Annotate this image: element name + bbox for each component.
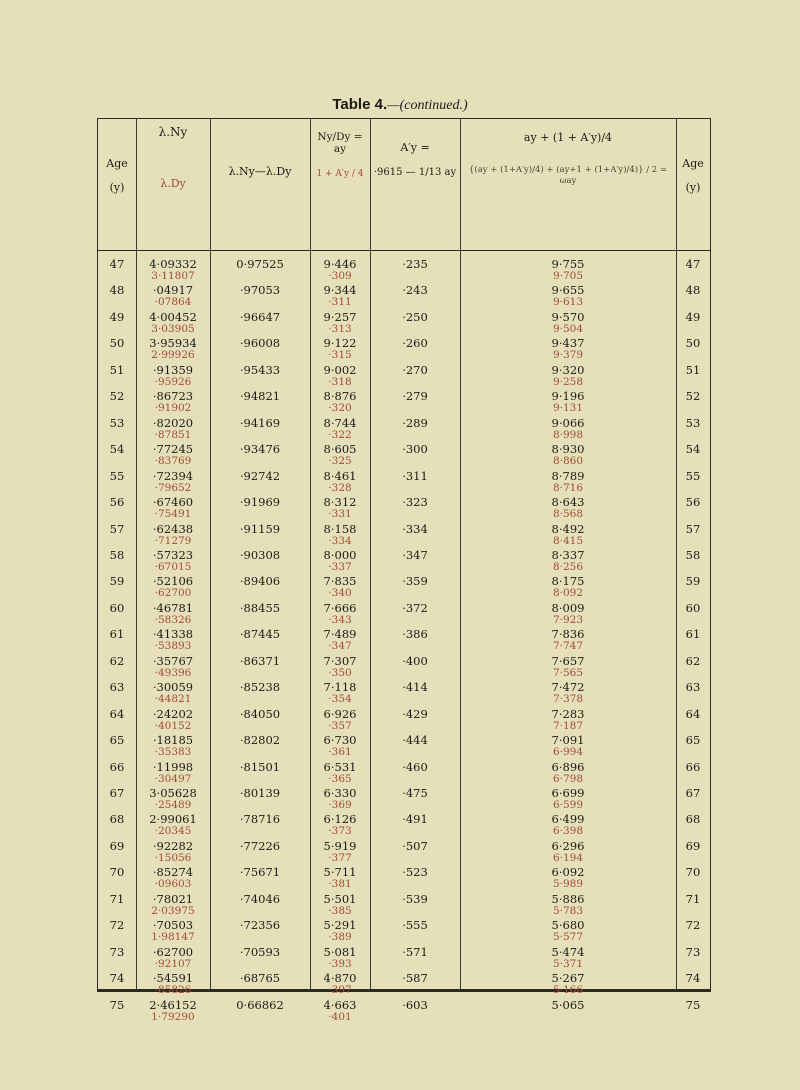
value-cell: 7·091 6·994: [551, 733, 585, 759]
age-cell: 52: [109, 389, 125, 404]
value-cell: ·571: [402, 944, 428, 959]
value-cell: 4·663 ·401: [323, 997, 357, 1023]
header-age: Age (y): [106, 157, 128, 194]
header-lambda-diff: λ.Ny—λ.Dy: [228, 165, 292, 178]
header-a-y: Ny/Dy = ay 1 + A′y / 4: [316, 131, 364, 179]
value-cell: ·347: [402, 547, 428, 562]
value-cell: 7·307 ·350: [323, 653, 357, 679]
value-cell: 8·789 8·716: [551, 468, 585, 494]
table-row: [98, 311, 712, 338]
value-cell: 6·296 6·194: [551, 838, 585, 864]
value-cell: 4·870 ·397: [323, 971, 357, 997]
value-cell: ·444: [402, 733, 428, 748]
value-cell: 5·919 ·377: [323, 838, 357, 864]
table-row: [98, 681, 712, 708]
age-cell: 60: [685, 600, 701, 615]
age-cell: 53: [685, 415, 701, 430]
value-cell: 5·886 5·783: [551, 891, 585, 917]
value-cell: 5·081 ·393: [323, 944, 357, 970]
table-row: [98, 284, 712, 311]
value-cell: 0·97525: [236, 257, 284, 271]
age-cell: 72: [685, 918, 701, 933]
table-row: [98, 655, 712, 682]
table-row: [98, 443, 712, 470]
value-cell: ·57323 ·67015: [152, 547, 194, 573]
value-cell: ·24202 ·40152: [152, 706, 194, 732]
value-cell: ·70593: [239, 944, 281, 959]
value-cell: ·539: [402, 891, 428, 906]
value-cell: ·82802: [239, 733, 281, 748]
value-cell: ·84050: [239, 706, 281, 721]
age-cell: 60: [109, 600, 125, 615]
value-cell: ·89406: [239, 574, 281, 589]
table-row: [98, 761, 712, 788]
value-cell: ·86371: [239, 653, 281, 668]
age-cell: 61: [685, 627, 701, 642]
age-cell: 65: [109, 733, 125, 748]
value-cell: 9·122 ·315: [323, 336, 357, 362]
value-cell: 8·643 8·568: [551, 495, 585, 521]
value-cell: ·91969: [239, 495, 281, 510]
table-row: [98, 258, 712, 285]
value-cell: 6·531 ·365: [323, 759, 357, 785]
age-cell: 47: [109, 257, 125, 271]
value-cell: ·46781 ·58326: [152, 600, 194, 626]
table-row: [98, 417, 712, 444]
value-cell: 8·158 ·334: [323, 521, 357, 547]
value-cell: ·414: [402, 680, 428, 695]
age-cell: 74: [109, 971, 125, 986]
age-cell: 69: [109, 838, 125, 853]
age-cell: 49: [109, 309, 125, 324]
age-cell: 51: [685, 362, 701, 377]
value-cell: 8·744 ·322: [323, 415, 357, 441]
value-cell: 9·446 ·309: [323, 257, 357, 282]
value-cell: 7·666 ·343: [323, 600, 357, 626]
value-cell: 2·99061 ·20345: [149, 812, 197, 838]
age-cell: 62: [685, 653, 701, 668]
age-cell: 58: [685, 547, 701, 562]
value-cell: ·75671: [239, 865, 281, 880]
value-cell: ·289: [402, 415, 428, 430]
value-cell: 9·570 9·504: [551, 309, 585, 335]
age-cell: 57: [685, 521, 701, 536]
value-cell: 7·283 7·187: [551, 706, 585, 732]
value-cell: 5·065: [551, 997, 585, 1012]
value-cell: ·323: [402, 495, 428, 510]
value-cell: 8·930 8·860: [551, 442, 585, 468]
value-cell: 8·337 8·256: [551, 547, 585, 573]
value-cell: 6·896 6·798: [551, 759, 585, 785]
table-row: [98, 919, 712, 946]
value-cell: 6·092 5·989: [551, 865, 585, 891]
table-row: [98, 840, 712, 867]
value-cell: ·91359 ·95926: [152, 362, 194, 388]
table-row: [98, 734, 712, 761]
age-cell: 64: [109, 706, 125, 721]
age-cell: 48: [685, 283, 701, 298]
value-cell: ·603: [402, 997, 428, 1012]
table-row: [98, 523, 712, 550]
value-cell: ·386: [402, 627, 428, 642]
value-cell: 0·66862: [236, 997, 284, 1012]
header-rule: [98, 250, 710, 251]
table-row: [98, 708, 712, 735]
value-cell: ·523: [402, 865, 428, 880]
value-cell: 8·876 ·320: [323, 389, 357, 415]
value-cell: ·35767 ·49396: [152, 653, 194, 679]
table-row: [98, 364, 712, 391]
value-cell: ·96008: [239, 336, 281, 351]
age-cell: 67: [109, 786, 125, 800]
age-cell: 59: [685, 574, 701, 589]
age-cell: 66: [685, 759, 701, 774]
age-cell: 63: [685, 680, 701, 695]
value-cell: ·86723 ·91902: [152, 389, 194, 415]
age-cell: 52: [685, 389, 701, 404]
value-cell: ·92282 ·15056: [152, 838, 194, 864]
value-cell: ·04917 ·07864: [152, 283, 194, 309]
value-cell: ·87445: [239, 627, 281, 642]
age-cell: 61: [109, 627, 125, 642]
age-cell: 56: [685, 495, 701, 510]
value-cell: ·311: [402, 468, 428, 483]
value-cell: ·475: [402, 786, 428, 800]
age-cell: 57: [109, 521, 125, 536]
value-cell: 8·461 ·328: [323, 468, 357, 494]
value-cell: ·250: [402, 309, 428, 324]
age-cell: 49: [685, 309, 701, 324]
value-cell: 3·95934 2·99926: [149, 336, 197, 362]
value-cell: ·587: [402, 971, 428, 986]
age-cell: 65: [685, 733, 701, 748]
value-cell: ·460: [402, 759, 428, 774]
table-row: [98, 866, 712, 893]
page-title: Table 4.—(continued.): [332, 96, 468, 113]
value-cell: 7·835 ·340: [323, 574, 357, 600]
value-cell: 6·330 ·369: [323, 786, 357, 811]
value-cell: ·81501: [239, 759, 281, 774]
value-cell: 7·118 ·354: [323, 680, 357, 706]
age-cell: 74: [685, 971, 701, 986]
value-cell: 6·730 ·361: [323, 733, 357, 759]
age-cell: 73: [685, 944, 701, 959]
value-cell: 8·312 ·331: [323, 495, 357, 521]
value-cell: 8·000 ·337: [323, 547, 357, 573]
age-cell: 66: [109, 759, 125, 774]
value-cell: ·507: [402, 838, 428, 853]
value-cell: ·97053: [239, 283, 281, 298]
value-cell: 6·926 ·357: [323, 706, 357, 732]
value-cell: 7·472 7·378: [551, 680, 585, 706]
age-cell: 69: [685, 838, 701, 853]
age-cell: 50: [685, 336, 701, 351]
value-cell: ·68765: [239, 971, 281, 986]
value-cell: 9·655 9·613: [551, 283, 585, 309]
value-cell: ·270: [402, 362, 428, 377]
value-cell: 9·257 ·313: [323, 309, 357, 335]
age-cell: 54: [109, 442, 125, 457]
age-cell: 48: [109, 283, 125, 298]
value-cell: 9·755 9·705: [551, 257, 585, 282]
value-cell: 5·501 ·385: [323, 891, 357, 917]
age-cell: 70: [109, 865, 125, 880]
value-cell: 8·605 ·325: [323, 442, 357, 468]
value-cell: 5·267 5·166: [551, 971, 585, 997]
value-cell: 9·066 8·998: [551, 415, 585, 441]
age-cell: 75: [109, 997, 125, 1012]
value-cell: ·62700 ·92107: [152, 944, 194, 970]
value-cell: ·243: [402, 283, 428, 298]
value-cell: 7·836 7·747: [551, 627, 585, 653]
value-cell: ·72356: [239, 918, 281, 933]
value-cell: ·94821: [239, 389, 281, 404]
value-cell: ·54591 ·85826: [152, 971, 194, 997]
value-cell: 5·680 5·577: [551, 918, 585, 944]
value-cell: ·372: [402, 600, 428, 615]
value-cell: 7·657 7·565: [551, 653, 585, 679]
value-cell: ·62438 ·71279: [152, 521, 194, 547]
value-cell: 5·291 ·389: [323, 918, 357, 944]
age-cell: 62: [109, 653, 125, 668]
value-cell: ·85274 ·09603: [152, 865, 194, 891]
value-cell: ·279: [402, 389, 428, 404]
value-cell: 4·00452 3·03905: [149, 309, 197, 335]
value-cell: ·18185 ·35383: [152, 733, 194, 759]
value-cell: ·70503 1·98147: [151, 918, 195, 944]
value-cell: 3·05628 ·25489: [149, 786, 197, 811]
age-cell: 71: [109, 891, 125, 906]
value-cell: ·67460 ·75491: [152, 495, 194, 521]
value-cell: 4·09332 3·11807: [149, 257, 197, 282]
value-cell: ·82020 ·87851: [152, 415, 194, 441]
table-row: [98, 972, 712, 999]
age-cell: 73: [109, 944, 125, 959]
value-cell: ·80139: [239, 786, 281, 800]
header-formula: ay + (1 + A′y)/4 {(ay + (1+A′y)/4) + (ay+1 + (1+A′y)/4)} / 2 = ωay: [468, 131, 668, 186]
value-cell: 9·437 9·379: [551, 336, 585, 362]
age-cell: 71: [685, 891, 701, 906]
value-cell: ·91159: [239, 521, 281, 536]
age-cell: 68: [109, 812, 125, 827]
value-cell: ·95433: [239, 362, 281, 377]
age-cell: 51: [109, 362, 125, 377]
table-row: [98, 893, 712, 920]
value-cell: ·491: [402, 812, 428, 827]
value-cell: ·90308: [239, 547, 281, 562]
table-row: [98, 470, 712, 497]
value-cell: ·93476: [239, 442, 281, 457]
age-cell: 55: [685, 468, 701, 483]
table-row: [98, 813, 712, 840]
table-row: [98, 337, 712, 364]
value-cell: 5·474 5·371: [551, 944, 585, 970]
value-cell: 6·499 6·398: [551, 812, 585, 838]
table-row: [98, 390, 712, 417]
value-cell: 9·002 ·318: [323, 362, 357, 388]
value-cell: ·52106 ·62700: [152, 574, 194, 600]
value-cell: ·30059 ·44821: [152, 680, 194, 706]
value-cell: ·260: [402, 336, 428, 351]
value-cell: ·78716: [239, 812, 281, 827]
value-cell: 6·699 6·599: [551, 786, 585, 811]
value-cell: ·359: [402, 574, 428, 589]
age-cell: 55: [109, 468, 125, 483]
value-cell: 9·344 ·311: [323, 283, 357, 309]
value-cell: ·429: [402, 706, 428, 721]
value-cell: ·41338 ·53893: [152, 627, 194, 653]
table-row: [98, 575, 712, 602]
header-a-prime: A′y = ·9615 — 1/13 ay: [373, 141, 457, 178]
age-cell: 50: [109, 336, 125, 351]
age-cell: 68: [685, 812, 701, 827]
value-cell: 8·175 8·092: [551, 574, 585, 600]
value-cell: ·78021 2·03975: [151, 891, 195, 917]
table-row: [98, 602, 712, 629]
table-row: [98, 496, 712, 523]
value-cell: 8·009 7·923: [551, 600, 585, 626]
value-cell: 2·46152 1·79290: [149, 997, 197, 1023]
value-cell: 5·711 ·381: [323, 865, 357, 891]
age-cell: 54: [685, 442, 701, 457]
age-cell: 47: [685, 257, 701, 271]
header-age-right: Age (y): [682, 157, 704, 194]
value-cell: ·235: [402, 257, 428, 271]
value-cell: ·92742: [239, 468, 281, 483]
age-cell: 58: [109, 547, 125, 562]
age-cell: 53: [109, 415, 125, 430]
age-cell: 72: [109, 918, 125, 933]
value-cell: 9·320 9·258: [551, 362, 585, 388]
table-row: [98, 549, 712, 576]
table-row: [98, 946, 712, 973]
life-table: [97, 118, 711, 1023]
value-cell: ·400: [402, 653, 428, 668]
value-cell: 6·126 ·373: [323, 812, 357, 838]
value-cell: 9·196 9·131: [551, 389, 585, 415]
age-cell: 75: [685, 997, 701, 1012]
value-cell: ·96647: [239, 309, 281, 324]
header-lambda-n: λ.Ny λ.Dy: [158, 125, 188, 190]
value-cell: 7·489 ·347: [323, 627, 357, 653]
table-row: [98, 999, 712, 1026]
age-cell: 59: [109, 574, 125, 589]
value-cell: ·72394 ·79652: [152, 468, 194, 494]
age-cell: 63: [109, 680, 125, 695]
value-cell: ·77226: [239, 838, 281, 853]
table-row: [98, 628, 712, 655]
value-cell: ·85238: [239, 680, 281, 695]
table-row: [98, 787, 712, 814]
value-cell: 8·492 8·415: [551, 521, 585, 547]
value-cell: ·334: [402, 521, 428, 536]
value-cell: ·77245 ·83769: [152, 442, 194, 468]
value-cell: ·74046: [239, 891, 281, 906]
value-cell: ·555: [402, 918, 428, 933]
value-cell: ·300: [402, 442, 428, 457]
value-cell: ·88455: [239, 600, 281, 615]
age-cell: 56: [109, 495, 125, 510]
age-cell: 67: [685, 786, 701, 800]
age-cell: 70: [685, 865, 701, 880]
value-cell: ·11998 ·30497: [152, 759, 194, 785]
age-cell: 64: [685, 706, 701, 721]
value-cell: ·94169: [239, 415, 281, 430]
